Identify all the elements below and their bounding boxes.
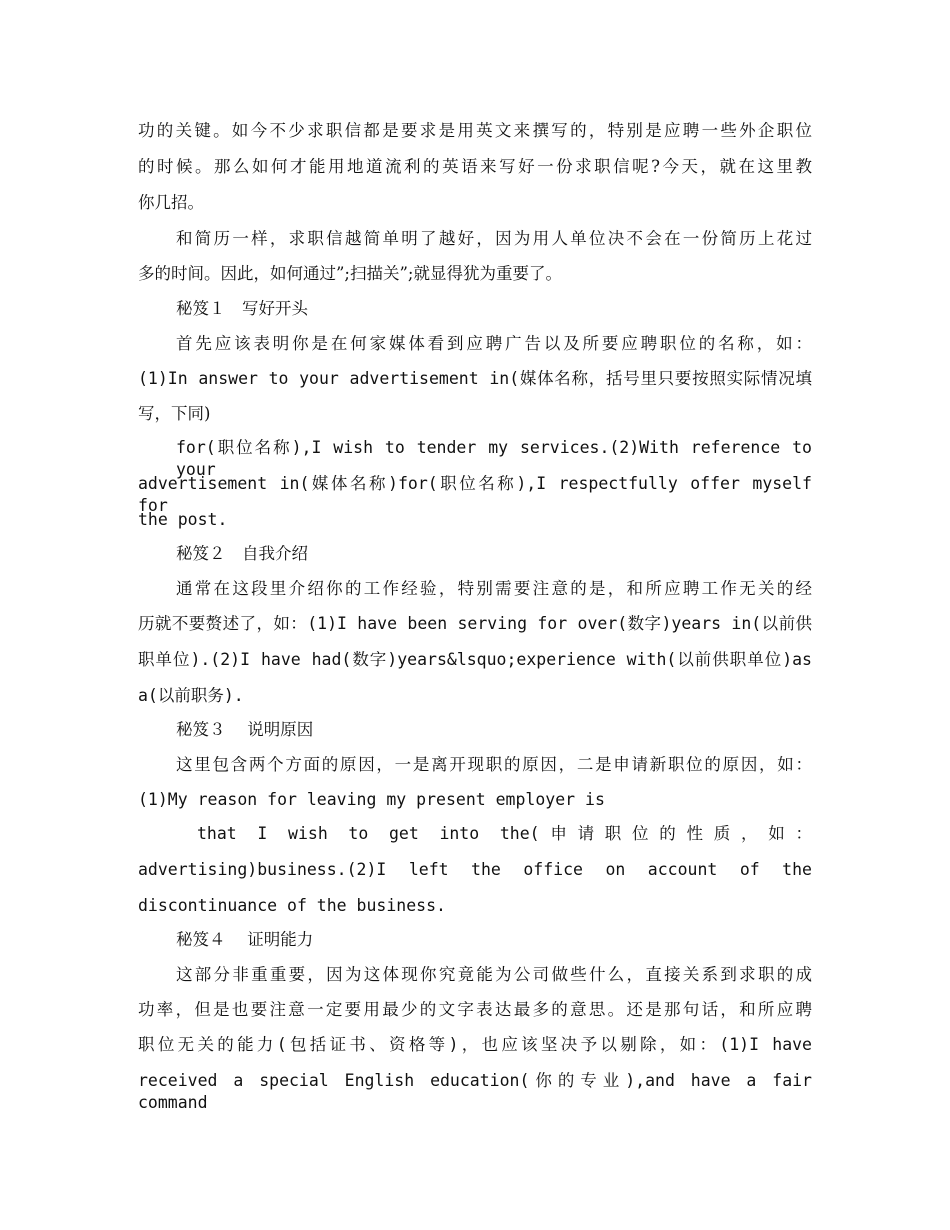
paragraph-line: that I wish to get into the(申请职位的性质，如： <box>197 824 812 843</box>
paragraph-line: 功的关键。如今不少求职信都是要求是用英文来撰写的，特别是应聘一些外企职位 <box>138 121 812 140</box>
paragraph-line: advertisement in(媒体名称)for(职位名称),I respectfully offer myself for <box>138 474 812 515</box>
paragraph-line: (1)In answer to your advertisement in(媒体名称，括号里只要按照实际情况填 <box>138 369 812 388</box>
paragraph-line: received a special English education(你的专业),and have a fair command <box>138 1071 812 1112</box>
paragraph-line: 首先应该表明你是在何家媒体看到应聘广告以及所要应聘职位的名称，如： <box>176 334 812 353</box>
section-heading: 秘笈１ 写好开头 <box>176 299 308 318</box>
paragraph-line: 职位无关的能力(包括证书、资格等)，也应该坚决予以剔除，如：(1)I have <box>138 1035 812 1054</box>
paragraph-line: 你几招。 <box>138 193 204 212</box>
paragraph-line: 和简历一样，求职信越简单明了越好，因为用人单位决不会在一份简历上花过 <box>176 229 812 248</box>
section-heading: 秘笈４ 证明能力 <box>176 930 314 949</box>
paragraph-line: advertising)business.(2)I left the office on account of the <box>138 860 812 879</box>
paragraph-line: 多的时间。因此，如何通过”;扫描关”;就显得犹为重要了。 <box>138 264 562 283</box>
paragraph-line: 的时候。那么如何才能用地道流利的英语来写好一份求职信呢?今天，就在这里教 <box>138 157 812 176</box>
paragraph-line: 历就不要赘述了，如：(1)I have been serving for over(数字)years in(以前供 <box>138 614 812 633</box>
paragraph-line: 这里包含两个方面的原因，一是离开现职的原因，二是申请新职位的原因，如： <box>176 755 812 774</box>
paragraph-line: discontinuance of the business. <box>138 896 446 915</box>
section-heading: 秘笈２ 自我介绍 <box>176 544 308 563</box>
paragraph-line: 写，下同) <box>138 404 211 423</box>
paragraph-line: (1)My reason for leaving my present employer is <box>138 790 605 809</box>
paragraph-line: 通常在这段里介绍你的工作经验，特别需要注意的是，和所应聘工作无关的经 <box>176 579 812 598</box>
section-heading: 秘笈３ 说明原因 <box>176 720 314 739</box>
paragraph-line: 职单位).(2)I have had(数字)years&lsquo;experience with(以前供职单位)as <box>138 650 812 669</box>
paragraph-line: 功率，但是也要注意一定要用最少的文字表达最多的意思。还是那句话，和所应聘 <box>138 1000 812 1019</box>
paragraph-line: the post. <box>138 510 228 529</box>
paragraph-line: a(以前职务). <box>138 686 244 705</box>
paragraph-line: for(职位名称),I wish to tender my services.(2)With reference to your <box>176 438 812 479</box>
paragraph-line: 这部分非重重要，因为这体现你究竟能为公司做些什么，直接关系到求职的成 <box>176 965 812 984</box>
